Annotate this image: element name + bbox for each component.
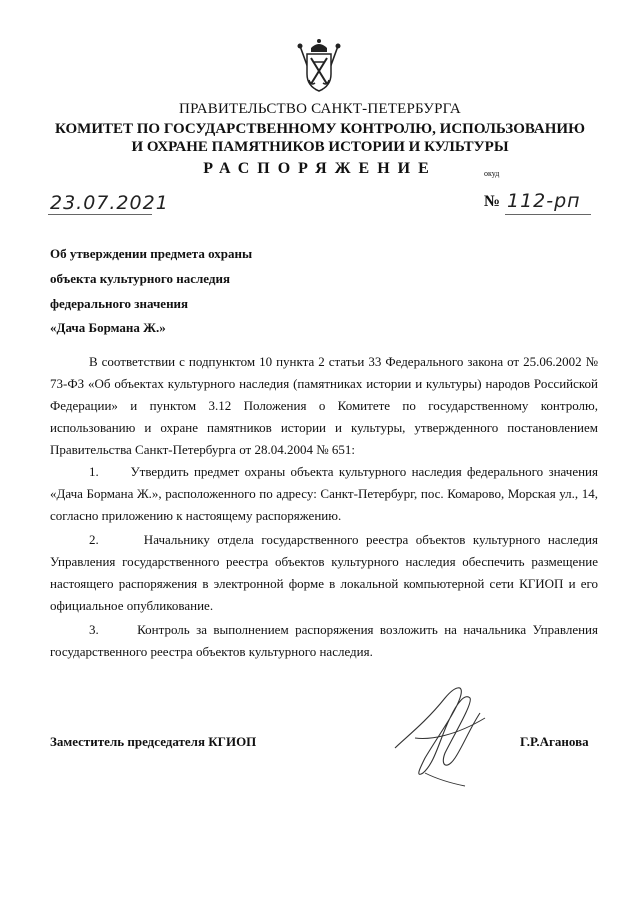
committee-name [0,120,640,156]
document-date: 23.07.2021 [50,192,169,214]
document-type: РАСПОРЯЖЕНИЕ [203,160,437,177]
title-line: «Дача Бормана Ж.» [50,320,166,335]
committee-name-line1: КОМИТЕТ ПО ГОСУДАРСТВЕННОМУ КОНТРОЛЮ, ИСПОЛЬЗОВАНИЮ [55,121,585,137]
committee-name-line2: И ОХРАНЕ ПАМЯТНИКОВ ИСТОРИИ И КУЛЬТУРЫ [131,139,509,155]
order-item-2: 2. Начальнику отдела государственного реестра объектов культурного наследия Управления государственного реестра объектов культурного наследия обеспечить размещение настоящего распоряжения в электронной форме в локальной компьютерной сети КГИОП и его официальное опубликование. [50,532,598,613]
title-line: Об утверждении предмета охраны [50,246,253,261]
signatory-role: Заместитель председателя КГИОП [50,734,257,749]
signatory-name: Г.Р.Аганова [520,734,589,749]
date-underline [48,214,152,215]
handwritten-signature [385,678,500,788]
number-underline [505,214,591,215]
okud-label: окуд [484,169,500,178]
document-number: 112-рп [507,190,581,212]
coat-of-arms-icon [294,38,344,96]
government-name: ПРАВИТЕЛЬСТВО САНКТ-ПЕТЕРБУРГА [179,101,461,117]
number-label: № [484,193,501,210]
order-item-1: 1. Утвердить предмет охраны объекта культурного наследия федерального значения «Дача Бормана Ж.», расположенного по адресу: Санкт-Петербург, пос. Комарово, Морская ул., 14, согласно приложению к настоящему распоряжению. [50,464,598,523]
title-line: объекта культурного наследия [50,271,230,286]
order-item-3: 3. Контроль за выполнением распоряжения возложить на начальника Управления государственного реестра объектов культурного наследия. [50,622,598,659]
title-line: федерального значения [50,296,189,311]
preamble-paragraph: В соответствии с подпунктом 10 пункта 2 статьи 33 Федерального закона от 25.06.2002 № 73-ФЗ «Об объектах культурного наследия (памятниках истории и культуры) народов Российской Федерации» и пунктом 3.12 Положения о Комитете по государственному контролю, использованию и охране памятников истории и культуры, утвержденного постановлением Правительства Санкт-Петербурга от 28.04.2004 № 651: [50,354,598,457]
